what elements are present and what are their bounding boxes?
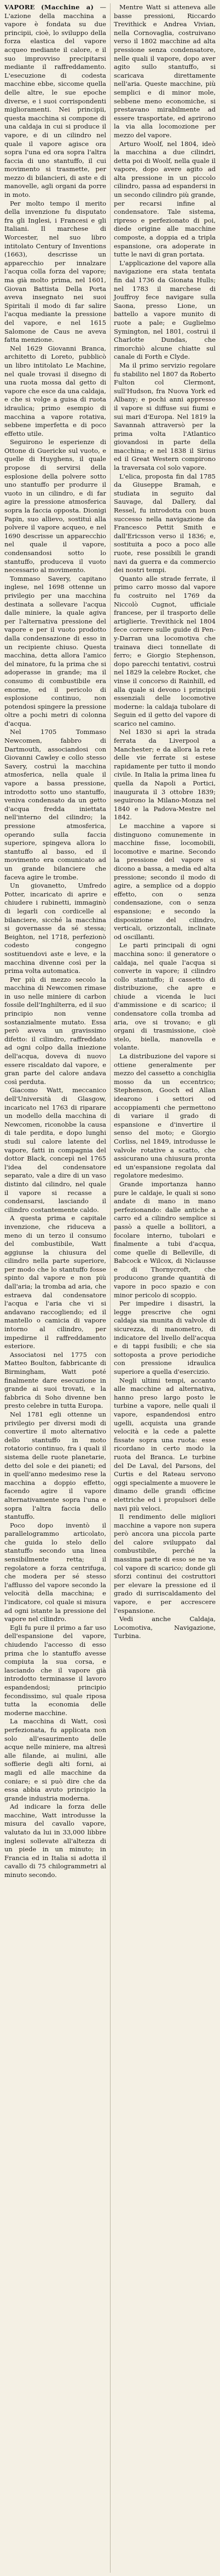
encyclopedia-page (4, 3, 216, 2573)
paragraph: Poco dopo inventò il parallelogrammo articolato, che guida lo stelo dello stantuffo secondo una linea sensibilmente retta; il regolatore a forza centrifuga, che modera per sé stesso l'afflusso del vapore secondo la velocità della macchina; e l'indicatore, col quale si misura ad ogni istante la pressione del vapore nel cilindro. (4, 1521, 106, 1623)
paragraph: Giacomo Watt, meccanico dell'Università di Glasgow, incaricato nel 1763 di riparare un modello della macchina di Newcomen, riconobbe la causa di tale perdita, e dopo lunghi studi sul calore latente del vapore, fatti in compagnia del dottor Black, concepì nel 1765 l'idea del condensatore separato, vale a dire di un vaso distinto dal cilindro, nel quale il vapore si recasse a condensarsi, lasciando il cilindro costantemente caldo. (4, 1086, 106, 1214)
paragraph: Le parti principali di ogni macchina sono: il generatore o caldaja, nel quale l'acqua si converte in vapore; il cilindro collo stantuffo; il cassetto di distribuzione, che apre e chiude a vicenda le luci d'ammissione e di scarico; il condensatore colla tromba ad aria, ove si trovano; e gli organi di trasmissione, cioè stelo, biella, manovella e volante. (114, 941, 216, 1052)
paragraph: L'azione della macchina a vapore è fondata su due principii, cioè, lo sviluppo della forza elastica del vapore acqueo mediante il calore, e il suo improvviso precipitarsi mediante il raffreddamento. L'esecuzione di codesta macchine ebbe, siccome quella delle altre, le sue epoche diverse, e i suoi corrispondenti miglioramenti. Nei principii, questa macchina si compone di una caldaja in cui si produce il vapore, e di un cilindro nel quale il vapore agisce ora sopra l'una ed ora sopra l'altra faccia di uno stantuffo, il cui movimento si trasmette, per mezzo di bilancieri, di aste e di manovelle, agli organi da porre in moto. (4, 11, 106, 199)
entry-qualifier: (Macchine a) (41, 3, 94, 11)
paragraph: L'applicazione del vapore alla navigazione era stata tentata fin dal 1736 da Gionata Hulls; nel 1783 il marchese di Jouffroy fece navigare sulla Saona, presso Lione, un battello a vapore munito di ruote a pale; e Guglielmo Symington, nel 1801, costruì il Charlotte Dundas, che rimorchiò alcune chiatte sul canale di Forth e Clyde. (114, 259, 216, 361)
paragraph: L'elica, proposta fin dal 1785 da Giuseppe Bramah, e studiata in seguito dal Sauvage, dal Dallery, dal Ressel, fu introdotta con buon successo nella navigazione da Francesco Pettit Smith e dall'Ericsson verso il 1836; e, sostituita a poco a poco alle ruote, rese possibili le grandi navi da guerra e da commercio dei nostri tempi. (114, 472, 216, 574)
paragraph: Nel 1629 Giovanni Branca, architetto di Loreto, pubblicò un libro intitolato Le Machine, nel quale trovasi il disegno di una ruota mossa dal getto di vapore che esce da una caldaja, e che si volge a guisa di ruota idraulica; primo esempio di macchina a vapore rotativa, sebbene imperfetta e di poco effetto utile. (4, 344, 106, 438)
paragraph: Un giovanetto, Umfredo Potter, incaricato di aprire e chiudere i rubinetti, immaginò di legarli con cordicelle al bilanciere, sicché la macchina si governasse da sé stessa; Beighton, nel 1718, perfezionò codesto congegno sostituendovi aste e leve, e la macchina divenne così per la prima volta automatica. (4, 882, 106, 975)
paragraph: Ad indicare la forza delle macchine, Watt introdusse la misura del cavallo vapore, valutato da lui in 33,000 libbre inglesi sollevate all'altezza di un piede in un minuto; in Francia ed in Italia si adotta il cavallo di 75 chilogrammetri al minuto secondo. (4, 1803, 106, 1879)
entry-first-paragraph (4, 3, 106, 200)
paragraph: Seguirono le esperienze di Ottone di Guericke sul vuoto, e quelle di Huyghens, il quale propose di servirsi della esplosione della polvere sotto uno stantuffo per produrre il vuoto in un cilindro, e di far agire la pressione atmosferica sopra la faccia opposta. Dionigi Papin, suo allievo, sostituì alla polvere il vapore acqueo, e nel 1690 descrisse un apparecchio nel quale il vapore, condensandosi sotto lo stantuffo, produceva il vuoto necessario al movimento. (4, 438, 106, 574)
paragraph: Le macchine a vapore si distinguono comunemente in macchine fisse, locomobili, locomotive e marine. Secondo la pressione del vapore si dicono a bassa, a media ed alta pressione; secondo il modo di agire, a semplice od a doppio effetto, con o senza condensazione, con o senza espansione; e secondo la disposizione del cilindro, verticali, orizzontali, inclinate od oscillanti. (114, 822, 216, 941)
paragraph: Il rendimento delle migliori macchine a vapore non supera però ancora una piccola parte del calore sviluppato dal combustibile, perché la massima parte di esso se ne va col vapore di scarico; donde gli sforzi continui dei costruttori per elevare la pressione ed il grado di surriscaldamento del vapore, e per accrescere l'espansione. (114, 1513, 216, 1615)
paragraph: A questa prima e capitale invenzione, che riduceva a meno di un terzo il consumo del combustibile, Watt aggiunse la chiusura del cilindro nella parte superiore, per modo che lo stantuffo fosse spinto dal vapore e non più dall'aria; la tromba ad aria, che estraeva dal condensatore l'acqua e l'aria che vi si andavano raccogliendo; ed il mantello o camicia di vapore intorno al cilindro, per impedirne il raffreddamento esteriore. (4, 1214, 106, 1350)
paragraph: Nel 1830 si aprì la strada ferrata da Liverpool a Manchester; e da allora la rete delle vie ferrate si estese rapidamente per tutto il mondo civile. In Italia la prima linea fu quella da Napoli a Portici, inaugurata il 3 ottobre 1839; seguirono la Milano-Monza nel 1840 e la Padova-Mestre nel 1842. (114, 728, 216, 821)
paragraph: Nel 1705 Tommaso Newcomen, fabbro di Dartmouth, associandosi con Giovanni Cawley e collo stesso Savery, costruì la macchina atmosferica, nella quale il vapore a bassa pressione, introdotto sotto uno stantuffo, veniva condensato da un getto d'acqua fredda iniettata nell'interno del cilindro; la pressione atmosferica, operando sulla faccia superiore, spingeva allora lo stantuffo al basso, ed il movimento era comunicato ad un grande bilanciere che faceva agire le trombe. (4, 728, 106, 881)
paragraph: Quanto alle strade ferrate, il primo carro mosso dal vapore fu costruito nel 1769 da Niccolò Cugnot, ufficiale francese, per il trasporto delle artiglierie. Trevithick nel 1804 fece correre sulle guide di Pen-y-Darran una locomotiva che trainava dieci tonnellate di ferro; e Giorgio Stephenson, dopo parecchi tentativi, costruì nel 1829 la celebre Rocket, che vinse il concorso di Rainhill, ed alla quale si devono i principii essenziali delle locomotive moderne: la caldaja tubolare di Seguin ed il getto del vapore di scarico nel camino. (114, 574, 216, 727)
paragraph: Per più di mezzo secolo la macchina di Newcomen rimase in uso nelle miniere di carbon fossile dell'Inghilterra, ed il suo principio non venne sostanzialmente mutato. Essa però aveva un gravissimo difetto: il cilindro, raffreddato ad ogni colpo dalla iniezione dell'acqua, doveva di nuovo essere riscaldato dal vapore, e gran parte del calore andava così perduta. (4, 975, 106, 1086)
column-divider (110, 3, 111, 2573)
text-column-left (4, 3, 106, 1880)
paragraph: Mentre Watt si atteneva alle basse pressioni, Riccardo Trevithick e Andrea Vivian, nella Cornovaglia, costruivano verso il 1802 macchine ad alta pressione senza condensatore, nelle quali il vapore, dopo aver agito sullo stantuffo, si scaricava direttamente nell'aria. Queste macchine, più semplici e di minor mole, sebbene meno economiche, si prestavano mirabilmente ad essere trasportate, ed aprirono la via alla locomozione per mezzo del vapore. (114, 3, 216, 139)
paragraph: La distribuzione del vapore si ottiene generalmente per mezzo del cassetto a conchiglia mosso da un eccentrico; Stephenson, Gooch ed Allan idearono i settori od accoppiamenti che permettono di variare il grado di espansione e d'invertire il senso del moto; e Giorgio Corliss, nel 1849, introdusse le valvole rotative a scatto, che assicurano una chiusura pronta ed un'espansione regolata dal regolatore medesimo. (114, 1052, 216, 1180)
paragraph: Per impedire i disastri, la legge prescrive che ogni caldaja sia munita di valvole di sicurezza, di manometro, di indicatore del livello dell'acqua e di tappi fusibili; e che sia sottoposta a prove periodiche con pressione idraulica superiore a quella d'esercizio. (114, 1299, 216, 1376)
paragraph: Tommaso Savery, capitano inglese, nel 1698 ottenne un privilegio per una macchina destinata a sollevare l'acqua dalle miniere, la quale agiva per l'alternativa pressione del vapore e per il vuoto prodotto dalla condensazione di esso in un recipiente chiuso. Questa macchina, detta allora l'amico del minatore, fu la prima che si adoperasse in grande; ma il consumo di combustibile era enorme, ed il pericolo di esplosione continuo, non potendosi spingere la pressione oltre a pochi metri di colonna d'acqua. (4, 574, 106, 727)
entry-headword: VAPORE (4, 3, 35, 11)
text-column-right (114, 3, 216, 1641)
paragraph: Associatosi nel 1775 con Matteo Boulton, fabbricante di Birmingham, Watt poté finalmente dare esecuzione in grande ai suoi trovati, e la fabbrica di Soho divenne ben presto celebre in tutta Europa. (4, 1350, 106, 1410)
paragraph: Vedi anche Caldaja, Locomotiva, Navigazione, Turbina. (114, 1615, 216, 1640)
paragraph: Ma il primo servizio regolare fu stabilito nel 1807 da Roberto Fulton col Clermont, sull'Hudson, fra Nuova York ed Albany; e pochi anni appresso il vapore si diffuse sui fiumi e sui mari d'Europa. Nel 1819 la Savannah attraversò per la prima volta l'Atlantico giovandosi in parte della macchina; e nel 1838 il Sirius ed il Great Western compirono la traversata col solo vapore. (114, 361, 216, 472)
paragraph: Grande importanza hanno pure le caldaje, le quali si sono andate di mano in mano perfezionando: dalle antiche a carro ed a cilindro semplice si passò a quelle a bollitori, a focolare interno, tubolari e finalmente a tubi d'acqua, come quelle di Belleville, di Babcock e Wilcox, di Niclausse e di Thornycroft, che producono grande quantità di vapore in poco spazio e con minor pericolo di scoppio. (114, 1180, 216, 1299)
paragraph: Egli fu pure il primo a far uso dell'espansione del vapore, chiudendo l'accesso di esso prima che lo stantuffo avesse compiuta la sua corsa, e lasciando che il vapore già introdotto terminasse il lavoro espandendosi; principio fecondissimo, sul quale riposa tutta la economia delle moderne macchine. (4, 1623, 106, 1717)
paragraph: Negli ultimi tempi, accanto alle macchine ad alternativa, hanno preso largo posto le turbine a vapore, nelle quali il vapore, espandendosi entro ugelli, acquista una grande velocità e la cede a palette fissate sopra una ruota: esse ricordano in certo modo la ruota del Branca. Le turbine del De Laval, del Parsons, del Curtis e del Rateau servono oggi specialmente a muovere le dinamo delle grandi officine elettriche ed i propulsori delle navi più veloci. (114, 1376, 216, 1512)
paragraph: La macchina di Watt, così perfezionata, fu applicata non solo all'esaurimento delle acque nelle miniere, ma altresì alle filande, ai mulini, alle soffierie degli alti forni, ai magli ed alle macchine da coniare; e si può dire che da essa abbia avuto principio la grande industria moderna. (4, 1717, 106, 1802)
paragraph: Per molto tempo il merito della invenzione fu disputato fra gli Inglesi, i Francesi e gli Italiani. Il marchese di Worcester, nel suo libro intitolato Century of Inventions (1663), descrisse un apparecchio per innalzare l'acqua colla forza del vapore; ma già molto prima, nel 1601, Giovan Battista Della Porta aveva insegnato nei suoi Spiritali il modo di far salire l'acqua mediante la pressione del vapore, e nel 1615 Salomone de Caus ne aveva fatta menzione. (4, 199, 106, 344)
entry-dash: — (94, 3, 107, 11)
paragraph: Nel 1781 egli ottenne un privilegio per diversi modi di convertire il moto alternativo dello stantuffo in moto rotatorio continuo, fra i quali il sistema delle ruote planetarie, detto del sole e dei pianeti; ed in quell'anno medesimo rese la macchina a doppio effetto, facendo agire il vapore alternativamente sopra l'una e sopra l'altra faccia dello stantuffo. (4, 1410, 106, 1521)
paragraph: Arturo Woolf, nel 1804, ideò la macchina a due cilindri, detta poi di Woolf, nella quale il vapore, dopo avere agito ad alta pressione in un piccolo cilindro, passa ad espandersi in un secondo cilindro più grande, per recarsi infine al condensatore. Tale sistema, ripreso e perfezionato di poi, diede origine alle macchine composte, a doppia ed a tripla espansione, ora adoperate in tutte le navi di gran portata. (114, 139, 216, 259)
